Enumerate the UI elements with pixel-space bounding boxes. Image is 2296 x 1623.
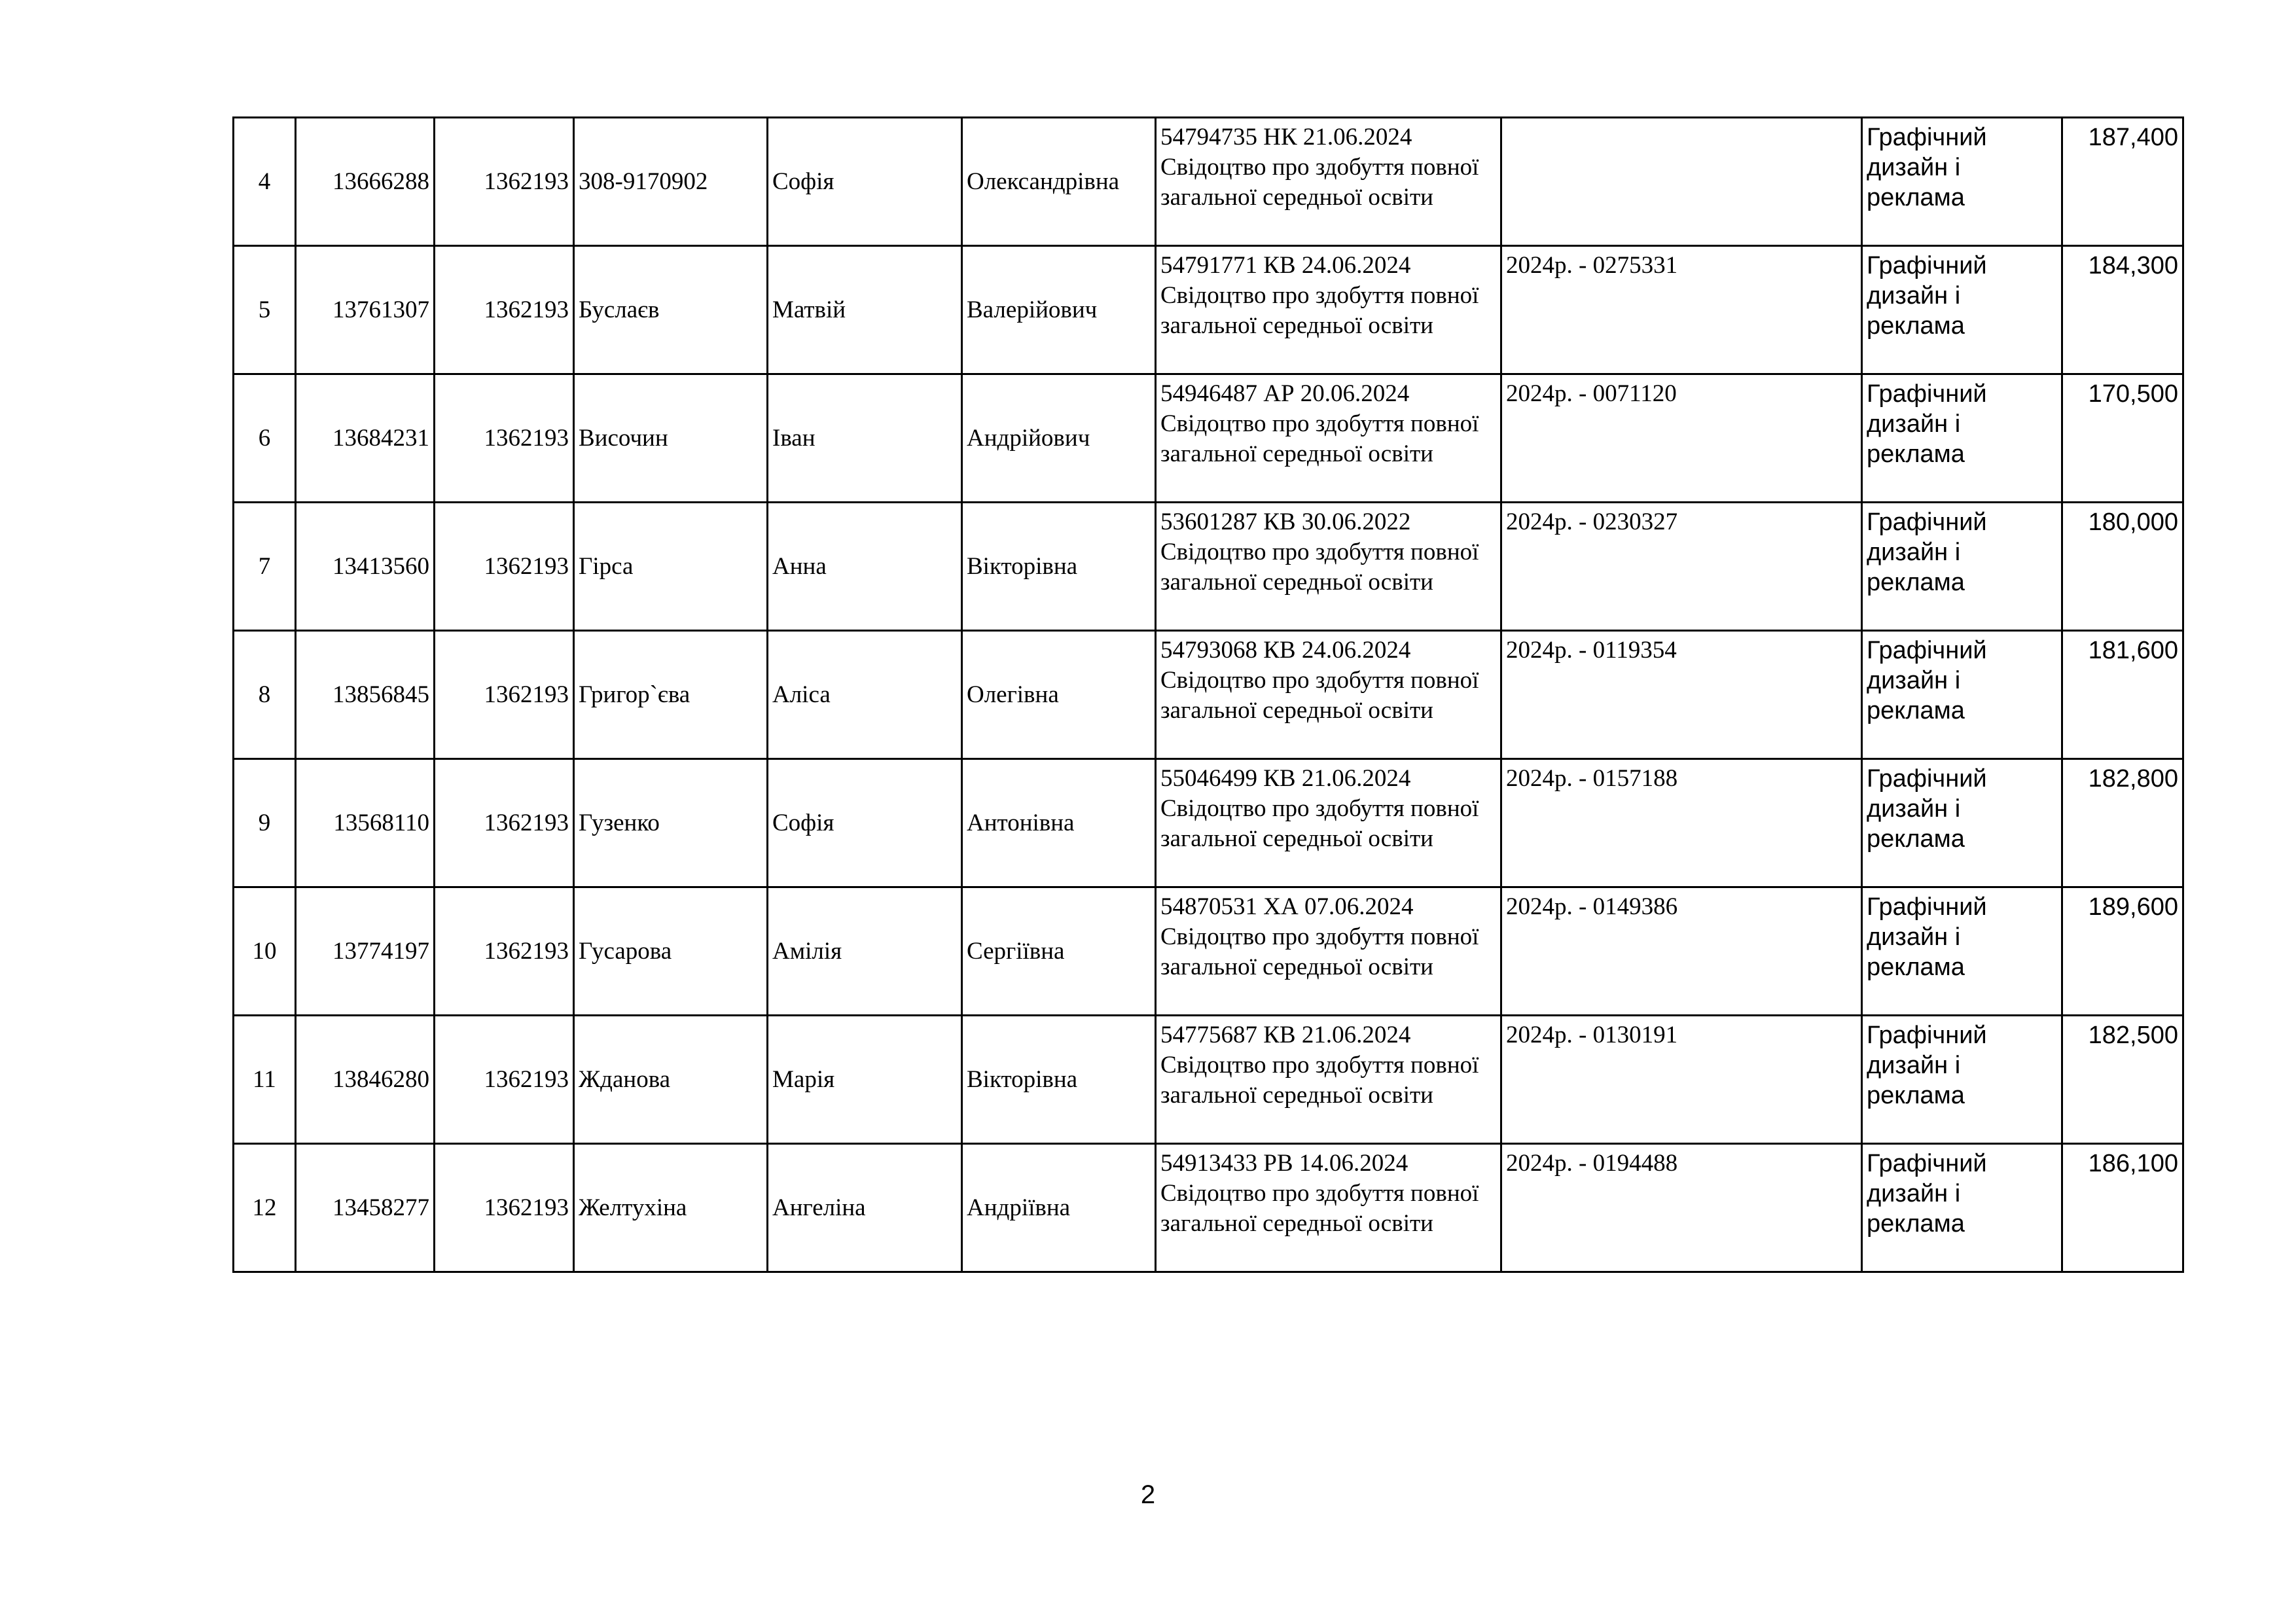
test-certificate: 2024р. - 0230327	[1506, 508, 1678, 535]
table-body	[234, 118, 2183, 1272]
specialty-cell	[1862, 887, 2062, 1016]
first-name-cell	[768, 1144, 962, 1272]
applicant-id: 13856845	[332, 681, 429, 708]
first-name-cell	[768, 246, 962, 374]
education-document-cell	[1156, 374, 1501, 503]
surname-cell	[574, 1144, 768, 1272]
test-certificate-cell	[1501, 759, 1862, 887]
education-document-cell	[1156, 246, 1501, 374]
patronymic-cell	[962, 1144, 1156, 1272]
patronymic-cell	[962, 887, 1156, 1016]
patronymic-cell	[962, 118, 1156, 246]
surname: 308-9170902	[579, 168, 708, 195]
document-description: Свідоцтво про здобуття повної загальної середньої освіти	[1160, 282, 1479, 339]
applicant-id: 13666288	[332, 168, 429, 195]
document-number: 54794735 НК 21.06.2024	[1160, 124, 1412, 151]
first-name: Матвій	[772, 296, 846, 323]
test-certificate-cell	[1501, 374, 1862, 503]
applicant-id-cell	[296, 887, 435, 1016]
table-row	[234, 374, 2183, 503]
specialty-cell	[1862, 118, 2062, 246]
specialty: Графічний дизайн і реклама	[1867, 508, 1987, 596]
program-code-cell	[435, 503, 574, 631]
program-code-cell	[435, 1016, 574, 1144]
row-number-cell	[234, 1016, 296, 1144]
document-description: Свідоцтво про здобуття повної загальної середньої освіти	[1160, 1052, 1479, 1109]
document-description: Свідоцтво про здобуття повної загальної середньої освіти	[1160, 539, 1479, 596]
surname-cell	[574, 503, 768, 631]
specialty: Графічний дизайн і реклама	[1867, 765, 1987, 853]
table-row	[234, 1016, 2183, 1144]
specialty: Графічний дизайн і реклама	[1867, 380, 1987, 468]
surname-cell	[574, 374, 768, 503]
row-number-cell	[234, 503, 296, 631]
row-number: 6	[258, 424, 271, 452]
program-code: 1362193	[484, 552, 569, 580]
program-code: 1362193	[484, 296, 569, 323]
first-name: Аліса	[772, 681, 831, 708]
patronymic: Олегівна	[967, 681, 1059, 708]
test-certificate-cell	[1501, 631, 1862, 759]
program-code: 1362193	[484, 681, 569, 708]
specialty: Графічний дизайн і реклама	[1867, 1150, 1987, 1238]
competitive-score: 189,600	[2088, 893, 2178, 921]
specialty: Графічний дизайн і реклама	[1867, 637, 1987, 724]
applicants-table	[232, 116, 2184, 1273]
education-document-cell	[1156, 759, 1501, 887]
surname: Григор`єва	[579, 681, 691, 708]
row-number-cell	[234, 1144, 296, 1272]
education-document-cell	[1156, 118, 1501, 246]
surname-cell	[574, 246, 768, 374]
surname-cell	[574, 631, 768, 759]
specialty-cell	[1862, 374, 2062, 503]
surname: Желтухіна	[579, 1194, 687, 1221]
applicant-id-cell	[296, 118, 435, 246]
program-code-cell	[435, 759, 574, 887]
competitive-score-cell	[2062, 246, 2183, 374]
row-number: 12	[252, 1194, 277, 1221]
first-name-cell	[768, 503, 962, 631]
education-document-cell	[1156, 887, 1501, 1016]
competitive-score: 181,600	[2088, 637, 2178, 664]
test-certificate-cell	[1501, 1144, 1862, 1272]
applicant-id-cell	[296, 503, 435, 631]
education-document-cell	[1156, 631, 1501, 759]
specialty: Графічний дизайн і реклама	[1867, 124, 1987, 211]
competitive-score-cell	[2062, 759, 2183, 887]
specialty-cell	[1862, 759, 2062, 887]
applicant-id: 13568110	[333, 809, 429, 836]
document-description: Свідоцтво про здобуття повної загальної середньої освіти	[1160, 795, 1479, 852]
row-number: 8	[258, 681, 271, 708]
competitive-score: 182,500	[2088, 1022, 2178, 1049]
program-code-cell	[435, 374, 574, 503]
program-code: 1362193	[484, 937, 569, 965]
competitive-score: 170,500	[2088, 380, 2178, 408]
specialty: Графічний дизайн і реклама	[1867, 893, 1987, 981]
document-description: Свідоцтво про здобуття повної загальної середньої освіти	[1160, 154, 1479, 211]
table-row	[234, 631, 2183, 759]
competitive-score-cell	[2062, 887, 2183, 1016]
applicant-id-cell	[296, 1016, 435, 1144]
table-row	[234, 503, 2183, 631]
document-number: 53601287 КВ 30.06.2022	[1160, 508, 1411, 535]
document-number: 54791771 КВ 24.06.2024	[1160, 252, 1411, 279]
competitive-score-cell	[2062, 503, 2183, 631]
row-number-cell	[234, 631, 296, 759]
specialty-cell	[1862, 1016, 2062, 1144]
applicant-id: 13846280	[332, 1065, 429, 1093]
patronymic: Валерійович	[967, 296, 1098, 323]
first-name-cell	[768, 1016, 962, 1144]
row-number: 5	[258, 296, 271, 323]
patronymic: Вікторівна	[967, 1065, 1078, 1093]
applicant-id: 13413560	[332, 552, 429, 580]
patronymic-cell	[962, 631, 1156, 759]
first-name-cell	[768, 759, 962, 887]
document-number: 54793068 КВ 24.06.2024	[1160, 637, 1411, 664]
program-code: 1362193	[484, 1194, 569, 1221]
applicant-id: 13684231	[332, 424, 429, 452]
first-name: Софія	[772, 809, 834, 836]
first-name-cell	[768, 118, 962, 246]
surname-cell	[574, 118, 768, 246]
applicant-id-cell	[296, 631, 435, 759]
surname: Буслаєв	[579, 296, 660, 323]
table-row	[234, 887, 2183, 1016]
competitive-score-cell	[2062, 118, 2183, 246]
document-description: Свідоцтво про здобуття повної загальної середньої освіти	[1160, 923, 1479, 980]
program-code: 1362193	[484, 168, 569, 195]
applicant-id-cell	[296, 759, 435, 887]
patronymic: Сергіївна	[967, 937, 1065, 965]
patronymic: Антонівна	[967, 809, 1075, 836]
first-name-cell	[768, 631, 962, 759]
document-description: Свідоцтво про здобуття повної загальної середньої освіти	[1160, 1180, 1479, 1237]
surname-cell	[574, 759, 768, 887]
patronymic-cell	[962, 246, 1156, 374]
competitive-score: 182,800	[2088, 765, 2178, 793]
patronymic-cell	[962, 503, 1156, 631]
row-number: 11	[253, 1065, 276, 1093]
test-certificate-cell	[1501, 1016, 1862, 1144]
applicant-id-cell	[296, 374, 435, 503]
test-certificate-cell	[1501, 503, 1862, 631]
specialty-cell	[1862, 1144, 2062, 1272]
specialty-cell	[1862, 631, 2062, 759]
specialty: Графічний дизайн і реклама	[1867, 1022, 1987, 1109]
specialty-cell	[1862, 503, 2062, 631]
patronymic: Олександрівна	[967, 168, 1120, 195]
applicant-id: 13761307	[332, 296, 429, 323]
test-certificate: 2024р. - 0130191	[1506, 1022, 1678, 1048]
document-number: 54946487 АР 20.06.2024	[1160, 380, 1410, 407]
surname-cell	[574, 887, 768, 1016]
competitive-score-cell	[2062, 1144, 2183, 1272]
program-code: 1362193	[484, 809, 569, 836]
education-document-cell	[1156, 1016, 1501, 1144]
test-certificate-cell	[1501, 887, 1862, 1016]
test-certificate: 2024р. - 0149386	[1506, 893, 1678, 920]
row-number: 4	[258, 168, 271, 195]
first-name: Ангеліна	[772, 1194, 866, 1221]
first-name: Софія	[772, 168, 834, 195]
applicant-id-cell	[296, 1144, 435, 1272]
document-description: Свідоцтво про здобуття повної загальної середньої освіти	[1160, 410, 1479, 467]
table-row	[234, 118, 2183, 246]
specialty-cell	[1862, 246, 2062, 374]
patronymic-cell	[962, 1016, 1156, 1144]
row-number-cell	[234, 246, 296, 374]
competitive-score: 187,400	[2088, 124, 2178, 151]
first-name: Іван	[772, 424, 816, 452]
competitive-score-cell	[2062, 374, 2183, 503]
surname: Височин	[579, 424, 668, 452]
document-number: 54775687 КВ 21.06.2024	[1160, 1022, 1411, 1048]
program-code-cell	[435, 1144, 574, 1272]
education-document-cell	[1156, 503, 1501, 631]
test-certificate: 2024р. - 0194488	[1506, 1150, 1678, 1177]
page-number: 2	[1140, 1480, 1156, 1509]
applicant-id: 13774197	[332, 937, 429, 965]
first-name-cell	[768, 887, 962, 1016]
program-code-cell	[435, 887, 574, 1016]
row-number: 10	[252, 937, 277, 965]
document-description: Свідоцтво про здобуття повної загальної середньої освіти	[1160, 667, 1479, 724]
patronymic-cell	[962, 759, 1156, 887]
row-number-cell	[234, 374, 296, 503]
document-number: 54870531 ХА 07.06.2024	[1160, 893, 1414, 920]
patronymic-cell	[962, 374, 1156, 503]
first-name: Марія	[772, 1065, 835, 1093]
program-code-cell	[435, 246, 574, 374]
test-certificate: 2024р. - 0275331	[1506, 252, 1678, 279]
competitive-score: 180,000	[2088, 508, 2178, 536]
table-row	[234, 1144, 2183, 1272]
surname: Гірса	[579, 552, 634, 580]
row-number-cell	[234, 759, 296, 887]
patronymic: Андрійович	[967, 424, 1090, 452]
row-number-cell	[234, 118, 296, 246]
surname: Гусарова	[579, 937, 672, 965]
test-certificate: 2024р. - 0157188	[1506, 765, 1678, 792]
surname-cell	[574, 1016, 768, 1144]
program-code-cell	[435, 631, 574, 759]
program-code-cell	[435, 118, 574, 246]
test-certificate: 2024р. - 0071120	[1506, 380, 1677, 407]
document-number: 54913433 РВ 14.06.2024	[1160, 1150, 1408, 1177]
specialty: Графічний дизайн і реклама	[1867, 252, 1987, 340]
competitive-score-cell	[2062, 1016, 2183, 1144]
competitive-score: 184,300	[2088, 252, 2178, 279]
first-name: Амілія	[772, 937, 842, 965]
program-code: 1362193	[484, 1065, 569, 1093]
table-row	[234, 759, 2183, 887]
table-row	[234, 246, 2183, 374]
row-number: 7	[258, 552, 271, 580]
competitive-score: 186,100	[2088, 1150, 2178, 1177]
document-number: 55046499 КВ 21.06.2024	[1160, 765, 1411, 792]
patronymic: Вікторівна	[967, 552, 1078, 580]
program-code: 1362193	[484, 424, 569, 452]
applicant-id-cell	[296, 246, 435, 374]
competitive-score-cell	[2062, 631, 2183, 759]
test-certificate-cell	[1501, 118, 1862, 246]
education-document-cell	[1156, 1144, 1501, 1272]
first-name: Анна	[772, 552, 827, 580]
test-certificate-cell	[1501, 246, 1862, 374]
first-name-cell	[768, 374, 962, 503]
surname: Жданова	[579, 1065, 671, 1093]
patronymic: Андріївна	[967, 1194, 1071, 1221]
test-certificate: 2024р. - 0119354	[1506, 637, 1677, 664]
surname: Гузенко	[579, 809, 660, 836]
applicant-id: 13458277	[332, 1194, 429, 1221]
row-number: 9	[258, 809, 271, 836]
row-number-cell	[234, 887, 296, 1016]
